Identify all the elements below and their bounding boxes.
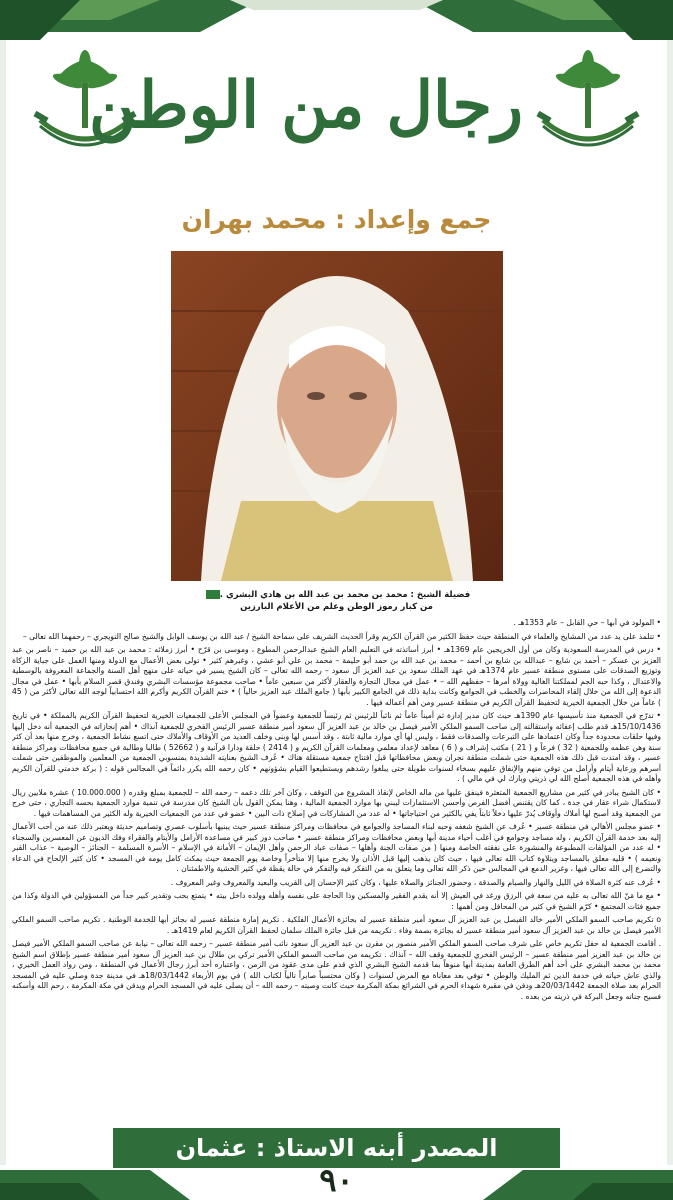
bio-paragraph: o تكريم صاحب السمو الملكي الأمير خالد الفيصل بن عبد العزيز آل سعود أمير منطقة عسير له بجائزة الأعمال الفلكية . تكريم إمارة منطقة عسير له بجائز أبها للخدمة الوطنية . تكريم صاحب السمو الملكي الأمير فيصل بن خالد بن عبد العزيز آل سعود أمير منطقة عسير له بجائزة بصمة وفاء . تكريمه من قبل جائزة الملك سلمان لحفظ القرآن الكريم لعام 1419هـ . bbox=[12, 915, 661, 935]
caption-line-2: من كبار رموز الوطن وعلم من الأعلام البارزين bbox=[240, 602, 433, 612]
photo-caption bbox=[150, 589, 523, 613]
biography-body bbox=[12, 618, 661, 1121]
bio-paragraph: • عُرف عنه كثرة الصلاة في الليل والنهار والصيام والصدقة ، وحضور الجنائز والصلاة عليها ، وكان كثير الإحسان إلى القريب والبعيد والمعروف وغير المعروف . bbox=[170, 877, 661, 887]
page-number: ٩٠ bbox=[319, 1161, 354, 1199]
source-band: المصدر أبنه الاستاذ : عثمان bbox=[113, 1128, 560, 1168]
portrait-photo bbox=[171, 251, 503, 581]
saudi-flag-icon bbox=[206, 590, 220, 599]
bio-paragraph: • درس في المدرسة السعودية وكان من أول الخريجين عام 1369هـ • أبرز أساتذته في التعليم العام الشيخ عبدالرحمن المطوع ، وموسى بن قرّح • أبرز زملائه : محمد بن عبد الله بن حميد – ناصر بن عبد العزيز بن عسكر – أحمد بن شايع – عبدالله بن شايع بن أحمد – محمد بن عبد الله بن حمد أبو حليمة – محمد بن علي أبو عشي ، وغيرهم كثير • تولى بعض الأعمال مع الدولة ومنها العمل على جباية الزكاة وتوزيع الصدقات على مستوى منطقة عسير عام 1374هـ في عهد الملك سعود بن عبد العزيز آل سعود – رحمه الله تعالى – كان الشيخ يسير في حياته على منهج أهل السنة والجماعة المعروفة بالوسطية والاعتدال ، وكذا حبه الجم لمملكتنا الغالية وولاة أمرها – حفظهم الله – • عمل في مجال التجارة والعقار لأكثر من سبعين عاماً • صاحب مجموعة مؤسسات البشري وفندق قصر السلام بأبها • عمل في مجال الدعوة إلى الله من خلال إلقاء المحاضرات والخطب في الجوامع وكانت بداية ذلك في الجامع الكبير بأبها ( جامع الملك عبد العزيز حالياً ) • ختم القرآن الكريم وأكرم الله احتسابياً لوجه الله تعالى لأكثر من ( 45 ) عاماً من خلال الجمعية الخيرية لتحفيظ القرآن الكريم في منطقة عسير ومن أهم أعماله فيها . bbox=[12, 645, 661, 707]
bio-paragraph: • كان الشيخ يبادر في كثير من مشاريع الجمعية المتعثرة فينفق عليها من ماله الخاص لإنقاذ المشروع من التوقف ، وكان آخر تلك دعمه – رحمه الله – للجمعية بمبلغ وقدره ( 10.000.000 ) عشرة ملايين ريال لاستكمال شراء عقار في جدة ، كما كان يقتنص أفضل الفرص وأحسن الاستثمارات ليبني بها موارد الجمعية المالية ، وهنا يمكن القول بأن الشيخ كان مدرسة في تنمية موارد الجمعية بحسه التجاري ، حتى خرج من الجمعية وقد أصبح لها أملاك وأوقاف يُدرّ عليها دخلاً ثابتاً يفي بالكثير من احتياجاتها • له عدد من المشاركات في إصلاح ذات البين • عضو في عدد من الجمعيات الخيرية وله الكثير من المساهمات فيها . bbox=[12, 787, 661, 818]
author-credit: جمع وإعداد : محمد بهران bbox=[181, 205, 492, 234]
saudi-emblem-icon bbox=[533, 48, 643, 158]
bio-paragraph: • تتلمذ على يد عدد من المشايخ والعلماء في المنطقة حيث حفظ الكثير من القرآن الكريم وقرأ الحديث الشريف على سماحة الشيخ / عبد الله بن يوسف الوابل والشيخ صالح التويجري – رحمهما الله تعالى – bbox=[22, 631, 661, 641]
bio-paragraph: • المولود في أبها – حي القابل – عام 1353هـ . bbox=[513, 618, 661, 627]
caption-line-1: فضيلة الشيخ : محمد بن محمد بن عبد الله بن هادي البشري . bbox=[219, 590, 471, 600]
left-side-strip bbox=[0, 40, 6, 1165]
top-decorative-band bbox=[0, 0, 673, 40]
bio-paragraph: • مع ما مَنّ الله تعالى به عليه من سعة في الرزق ورغد في العيش إلا أنه يقدم الفقير والمسكين وذا الحاجة على نفسه وأهله وولده داخل بيته • يتمتع بحب وتقدير كبير جداً من المسؤولين في الدولة وكذا من جميع فئات المجتمع • كرّم الشيخ في كثير من المحافل ومن أهمها : bbox=[12, 891, 661, 911]
bio-paragraph: • تدرّج في الجمعية منذ تأسيسها عام 1390هـ حيث كان مدير إدارة ثم أميناً عاماً ثم نائباً للرئيس ثم رئيساً للجمعية وعضواً في المجلس الأعلى للجمعيات الخيرية لتحفيظ القرآن الكريم بالمملكة • في تاريخ 15/10/1436هـ قدم طلب إعفائه واستقالته إلى صاحب السمو الملكي الأمير فيصل بن خالد بن عبد العزيز آل سعود أمير منطقة عسير الرئيس الفخري للجمعية آنذاك • أهم إنجازاته في الجمعية أنه دخل إليها وفيها حلقات محدودة جداً وكان اعتمادها على التبرعات والصدقات فقط ، وليس لها أي موارد مالية ثابتة ، وقد أسس لها وبنى وخلف العديد من الأوقاف والأملاك حتى اتسع نشاط الجمعية ، وخرج منها بعد أن كثر سنة وهن عظمه وللجمعية ( 32 ) فرعاً و ( 21 ) مكتب إشراف و ( 6 ) معاهد لإعداد معلمي ومعلمات القرآن الكريم و ( 2414 ) حلقة ودارا قرآنية و ( 52662 ) طالبا وطالبة في جميع محافظات ومراكز منطقة عسير ، وقد امتدت قبل ذلك هذه الجمعية حتى شملت منطقة نجران وبعض محافظاتها قبل افتتاح جمعية مستقلة هناك • عُرف الشيخ بعنايته الشديدة بمنسوبي الجمعية من المعلمين والموظفين حتى شملت أسرهم ورعاية أيتام وأرامل من توفي منهم والإنفاق عليهم بسخاء لسنوات طويلة حتى يبلغوا رشدهم ويستطيعوا القيام بشؤونهم • كان رحمه الله يكرر دائماً في المجالس قوله : ( بركة خدمتي للقرآن الكريم وأهله في هذه الجمعية أصلح الله لي ذريتي وبارك لي في مالي ) . bbox=[12, 711, 661, 783]
bio-paragraph: • عضو مجلس الأهالي في منطقة عسير • عُرف عن الشيخ شغفه وحبه لبناء المساجد والجوامع في محافظات ومراكز منطقة عسير حيث يبنيها بأسلوب عصري وتصاميم حديثة ويعتبر ذلك عنه من أحب الأعمال إليه بعد خدمة القرآن الكريم ، وله مساجد وجوامع في أغلب أحياء مدينة أبها وبعض محافظات ومراكز منطقة عسير • صاحب دور كبير في مساعدة الأرامل والأيتام والفقراء وفك الديون عن المعسرين والسجناء • له عدد من المؤلفات المطبوعة والمنشورة على نفقته الخاصة ومنها ( من صفات الجنة وأهلها – صفات عباد الرحمن وأهل الإيمان – الأمانة في الإسلام – الأسرة المسلمة – الجنائز – الوصية – عذاب القبر ونعيمه ) • قليه معلق بالمساجد ويتلاوة كتاب الله تعالى فيها ، حيث كان يذهب إليها قبل الأذان ولا يخرج منها إلا متأخراً وخاصة يوم الجمعة حيث يمكث كامل يومه في المسجد • كان كثير الإلحاح في الدعاء والتضرع إلى الله تعالى فيها ، وغزير الدمع في المجالس حين ذكر الله تعالى وما يتعلق به من التفكر فيه والتفكر في حالة يقظة في كثير الخشية والاطمئنان . bbox=[12, 822, 661, 873]
right-side-strip bbox=[667, 40, 673, 1165]
page-title: رجال من الوطن bbox=[88, 68, 523, 143]
bio-paragraph: . أقامت الجمعية له حفل تكريم خاص على شرف صاحب السمو الملكي الأمير منصور بن مقرن بن عبد العزيز آل سعود نائب أمير منطقة عسير – رحمه الله تعالى – نيابة عن صاحب السمو الملكي الأمير فيصل بن خالد بن عبد العزيز أمير منطقة عسير – الرئيس الفخري للجمعية وقف الله – آنذاك . تكريمه من صاحب السمو الملكي الأمير تركي بن طلال بن عبد العزيز آل سعود أمير منطقة عسير بإطلاق اسم الشيخ محمد بن محمد البشري على أحد أهم الطرق العامة بمدينة أبها منوهاً بما قدمه الشيخ البشري الذي قدم على مدى عقود من الزمن ، واعتباره أحد أبرز رجال الأعمال في المنطقة ، ومن رواد العمل الخيري ، والذي عاش حياته في خدمة الدين ثم المليك والوطن • توفي بعد معاناة مع المرض لسنوات ( وكان محتسباً صابراً تالياً لكتاب الله ) في يوم الأربعاء 18/03/1442هـ في مدينة جدة وصلي عليه في المسجد الحرام بعد صلاة الجمعة 20/03/1442هـ ودفن في مقبرة شهداء الحرم في الشرائع بمكة المكرمة حيث كانت وصيته – رحمه الله – أن يصلى عليه في المسجد الحرام ويدفن في مكة المكرمة ، رحم الله وأسكنه فسيح جناته وجعل البركة في ذريته من بعده . bbox=[12, 939, 661, 1001]
